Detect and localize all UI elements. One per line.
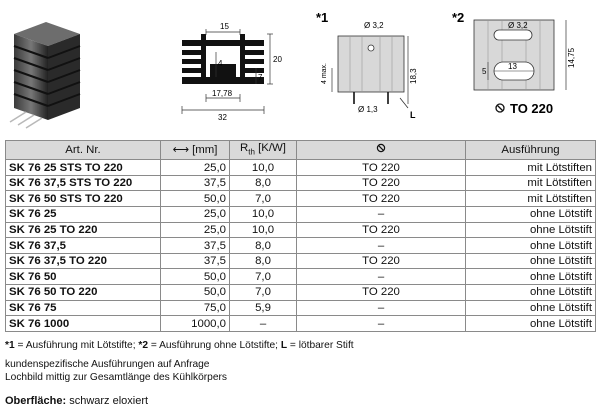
cell-length: 25,0 (161, 207, 230, 223)
variant2-drawing (448, 6, 596, 136)
header-length (161, 141, 230, 160)
table-row (6, 316, 596, 332)
footnote-legend (5, 339, 354, 352)
cell-art-nr: SK 76 37,5 STS TO 220 (6, 175, 161, 191)
length-icon: ⟷ (172, 144, 189, 157)
cell-ausfuehrung: ohne Lötstift (466, 222, 596, 238)
header-art-nr: Art. Nr. (6, 141, 161, 160)
footnotes (5, 339, 354, 384)
note-text-2: = Ausführung ohne Lötstifte; (148, 340, 281, 351)
surface-finish (5, 395, 148, 407)
variant1-hole: Ø 3,2 (364, 21, 384, 30)
cell-length: 25,0 (161, 222, 230, 238)
variant1-pin-label: L (410, 110, 416, 120)
table-row (6, 175, 596, 191)
cell-rth: 7,0 (230, 269, 297, 285)
cell-package: – (297, 207, 466, 223)
header-package (297, 141, 466, 160)
cell-ausfuehrung: ohne Lötstift (466, 253, 596, 269)
header-rth: $R_{th}$ [K/W] (230, 141, 297, 160)
cell-rth: 10,0 (230, 160, 297, 176)
note-key-3: L (280, 340, 288, 351)
cell-length: 50,0 (161, 285, 230, 301)
cell-art-nr: SK 76 25 TO 220 (6, 222, 161, 238)
variant1-height: 18,3 (409, 68, 418, 84)
cell-rth: 10,0 (230, 207, 297, 223)
cell-rth: 7,0 (230, 285, 297, 301)
cell-rth: 7,0 (230, 191, 297, 207)
cell-rth: 10,0 (230, 222, 297, 238)
cell-ausfuehrung: mit Lötstiften (466, 160, 596, 176)
cell-package: TO 220 (297, 285, 466, 301)
table-row (6, 300, 596, 316)
cell-length: 75,0 (161, 300, 230, 316)
variant1-depth: 4 max. (321, 62, 328, 84)
cell-rth: 8,0 (230, 238, 297, 254)
variant1-drawing (312, 6, 422, 136)
variant1-label: *1 (316, 10, 329, 25)
cell-length: 50,0 (161, 191, 230, 207)
header-length-unit: [mm] (192, 144, 218, 157)
cell-ausfuehrung: ohne Lötstift (466, 207, 596, 223)
cell-length: 50,0 (161, 269, 230, 285)
dim-height: 20 (273, 55, 282, 64)
cell-art-nr: SK 76 75 (6, 300, 161, 316)
note-text-1: = Ausführung mit Lötstifte; (14, 340, 139, 351)
cell-rth: 8,0 (230, 175, 297, 191)
cell-art-nr: SK 76 25 STS TO 220 (6, 160, 161, 176)
note-key-1: *1 (5, 340, 15, 351)
package-icon (496, 104, 504, 112)
cell-package: – (297, 316, 466, 332)
heatsink-photo (6, 16, 82, 134)
table-row (6, 222, 596, 238)
cell-package: TO 220 (297, 191, 466, 207)
header-rth-sub: th (248, 147, 255, 157)
footnote-custom: kundenspezifische Ausführungen auf Anfrage (5, 359, 210, 370)
variant2-slot-width: 13 (508, 62, 517, 71)
cell-length: 37,5 (161, 238, 230, 254)
cell-ausfuehrung: ohne Lötstift (466, 300, 596, 316)
cell-package: – (297, 269, 466, 285)
product-table (5, 140, 596, 332)
cell-art-nr: SK 76 50 STS TO 220 (6, 191, 161, 207)
table-row (6, 269, 596, 285)
cell-package: TO 220 (297, 222, 466, 238)
cell-package: TO 220 (297, 175, 466, 191)
cell-art-nr: SK 76 37,5 TO 220 (6, 253, 161, 269)
cell-rth: – (230, 316, 297, 332)
table-row (6, 191, 596, 207)
variant2-slot-height: 5 (482, 67, 487, 76)
cell-package: – (297, 300, 466, 316)
dim-side: 7 (258, 73, 263, 82)
cell-ausfuehrung: ohne Lötstift (466, 316, 596, 332)
dim-top: 15 (220, 22, 229, 31)
cell-art-nr: SK 76 1000 (6, 316, 161, 332)
table-row (6, 160, 596, 176)
table-header-row (6, 141, 596, 160)
note-text-3: = lötbarer Stift (287, 340, 354, 351)
cell-rth: 5,9 (230, 300, 297, 316)
cell-ausfuehrung: mit Lötstiften (466, 191, 596, 207)
variant2-hole: Ø 3,2 (508, 21, 528, 30)
variant2-package: TO 220 (510, 101, 554, 116)
cell-ausfuehrung: ohne Lötstift (466, 269, 596, 285)
cell-length: 1000,0 (161, 316, 230, 332)
dim-total: 32 (218, 113, 227, 122)
cell-rth: 8,0 (230, 253, 297, 269)
variant2-label: *2 (452, 10, 465, 25)
cell-ausfuehrung: ohne Lötstift (466, 238, 596, 254)
header-ausfuehrung: Ausführung (466, 141, 596, 160)
table-row (6, 285, 596, 301)
dim-inner: 4 (218, 59, 223, 68)
cell-art-nr: SK 76 50 TO 220 (6, 285, 161, 301)
cell-package: TO 220 (297, 160, 466, 176)
package-icon (376, 143, 386, 153)
cell-art-nr: SK 76 25 (6, 207, 161, 223)
cell-package: – (297, 238, 466, 254)
cell-length: 37,5 (161, 253, 230, 269)
variant2-height: 14,75 (567, 47, 576, 68)
table-row (6, 207, 596, 223)
cell-ausfuehrung: mit Lötstiften (466, 175, 596, 191)
variant1-pin: Ø 1,3 (358, 105, 378, 114)
drawings-area (0, 0, 600, 143)
table-row (6, 253, 596, 269)
cell-art-nr: SK 76 50 (6, 269, 161, 285)
header-rth-unit: [K/W] (258, 142, 286, 154)
table-row (6, 238, 596, 254)
footnote-holes: Lochbild mittig zur Gesamtlänge des Kühlkörpers (5, 372, 227, 383)
surface-label: Oberfläche: (5, 395, 67, 407)
dim-base: 17,78 (212, 89, 233, 98)
cell-length: 37,5 (161, 175, 230, 191)
surface-value: schwarz eloxiert (66, 395, 149, 407)
cell-length: 25,0 (161, 160, 230, 176)
note-key-2: *2 (138, 340, 149, 351)
cell-package: TO 220 (297, 253, 466, 269)
profile-drawing (170, 6, 285, 136)
cell-art-nr: SK 76 37,5 (6, 238, 161, 254)
cell-ausfuehrung: ohne Lötstift (466, 285, 596, 301)
